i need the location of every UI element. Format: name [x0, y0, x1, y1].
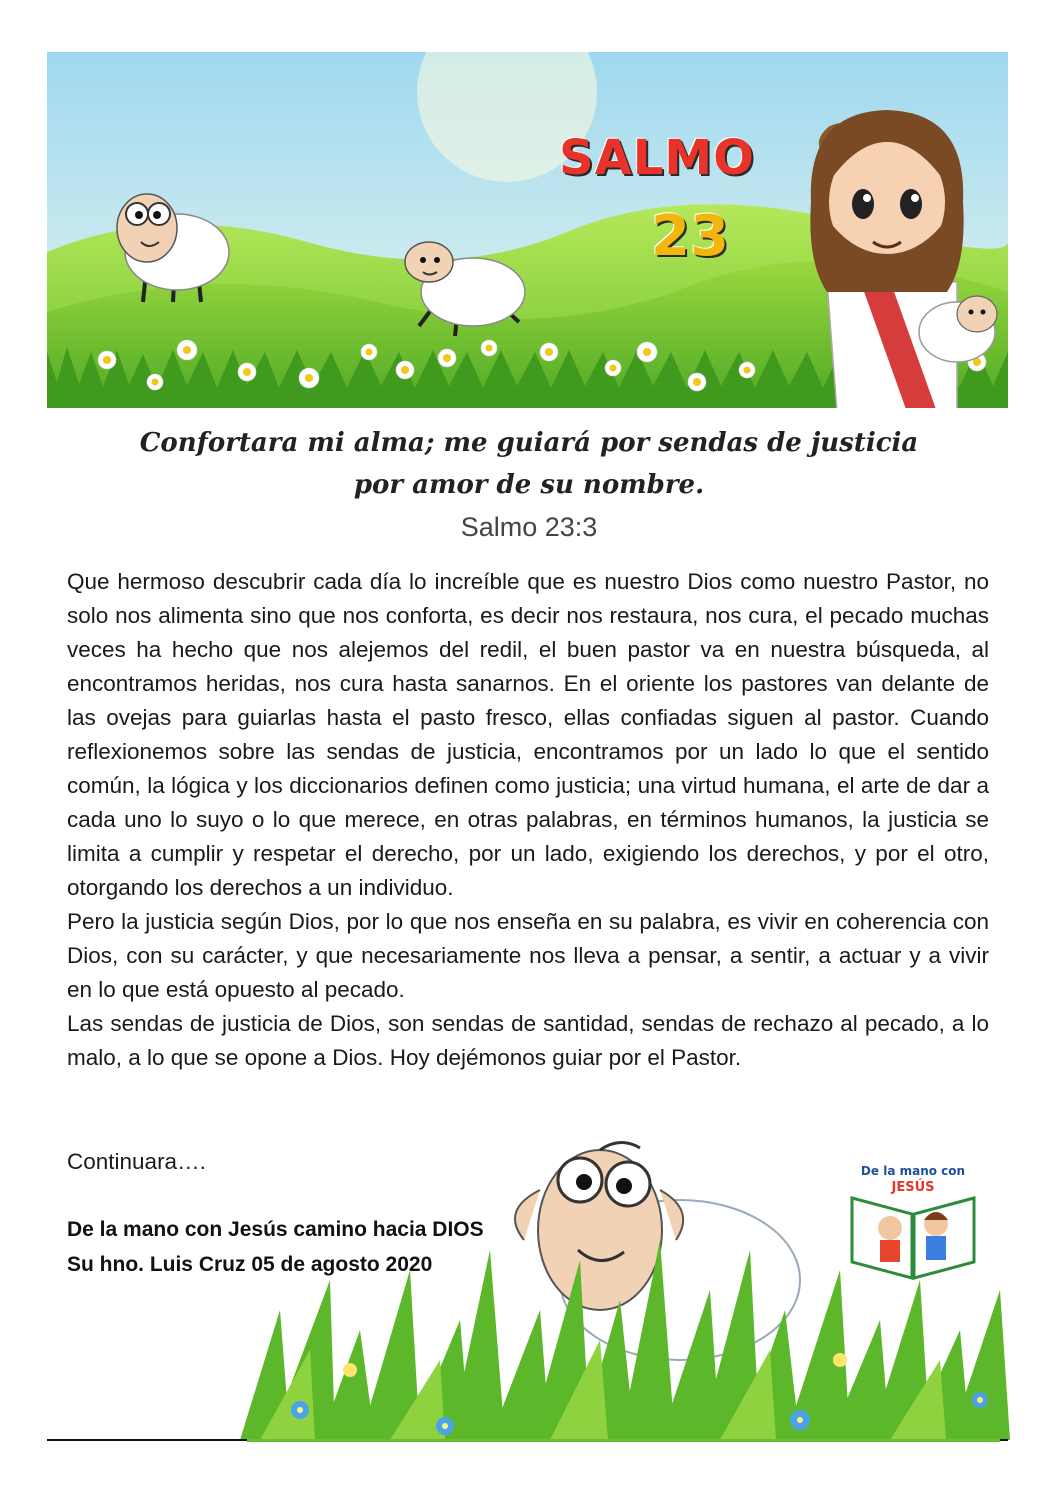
- footer-rule: [1000, 1439, 1008, 1441]
- logo-text-top: De la mano con: [860, 1164, 966, 1178]
- footer-rule: [47, 1439, 247, 1441]
- verse-line-2: por amor de su nombre.: [353, 470, 705, 500]
- banner-title-word: [559, 130, 755, 186]
- banner-title-word-text: SALMO: [559, 130, 755, 186]
- paragraph: Las sendas de justicia de Dios, son sendas de santidad, sendas de rechazo al pecado, a lo malo, a lo que se opone a Dios. Hoy dejémonos guiar por el Pastor.: [67, 1011, 989, 1070]
- continued-label: Continuara….: [67, 1149, 206, 1174]
- header-banner: [47, 52, 1008, 408]
- verse-line-1: Confortara mi alma; me guiará por sendas de justicia: [139, 428, 919, 458]
- banner-illustration: [47, 52, 1008, 408]
- paragraph: Pero la justicia según Dios, por lo que nos enseña en su palabra, es vivir en coherencia con Dios, con su carácter, y que necesariamente nos lleva a pensar, a sentir, a actuar y a vivir en lo que está opuesto al pecado.: [67, 909, 989, 1002]
- banner-title-number-text: 23: [651, 204, 729, 269]
- banner-title-number: [651, 204, 729, 269]
- ministry-logo: [842, 1158, 984, 1300]
- footer-grass-line: [247, 1439, 1000, 1442]
- signature-line-1: De la mano con Jesús camino hacia DIOS: [67, 1218, 484, 1241]
- verse-reference: Salmo 23:3: [460, 512, 598, 542]
- reflection-body: [67, 565, 989, 1075]
- signature-line-2: Su hno. Luis Cruz 05 de agosto 2020: [67, 1253, 433, 1276]
- logo-text-name: JESÚS: [891, 1180, 935, 1195]
- paragraph: Que hermoso descubrir cada día lo increíble que es nuestro Dios como nuestro Pastor, no solo nos alimenta sino que nos conforta, es decir nos restaura, nos cura, el pecado muchas veces ha hecho que nos alejemos del redil, el buen pastor va en nuestra búsqueda, al encontramos heridas, nos cura hasta sanarnos. En el oriente los pastores van delante de las ovejas para guiarlas hasta el pasto fresco, ellas confiadas siguen al pastor. Cuando reflexionemos sobre las sendas de justicia, encontramos por un lado lo que el sentido común, la lógica y los diccionarios definen como justicia; una virtud humana, el arte de dar a cada uno lo suyo o lo que merece, en otras palabras, en términos humanos, la justicia se limita a cumplir y respetar el derecho, por un lado, exigiendo los derechos, y por el otro, otorgando los derechos a un individuo.: [67, 569, 989, 900]
